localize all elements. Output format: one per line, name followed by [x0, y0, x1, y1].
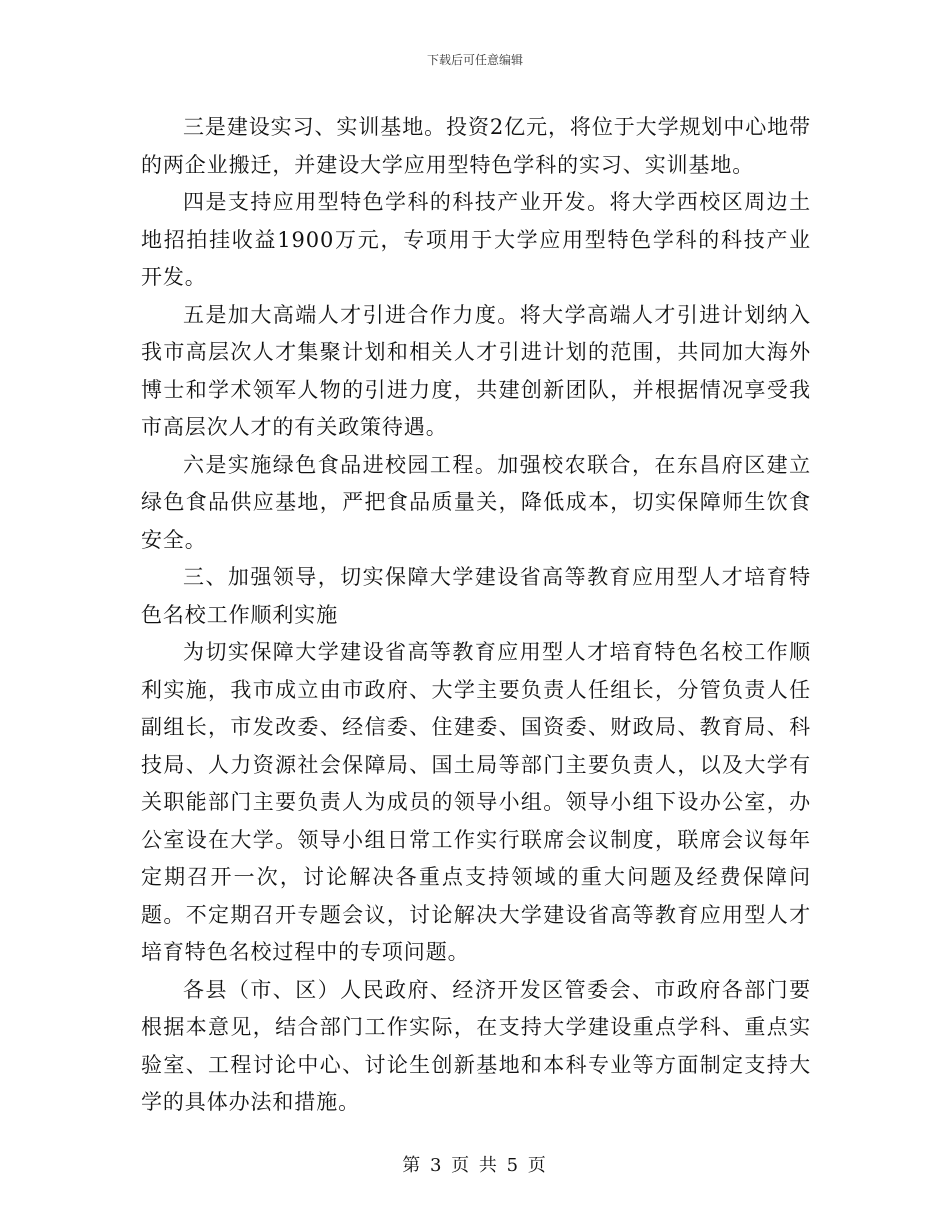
document-body: [141, 109, 811, 1122]
paragraph-departments-measures: 各县（市、区）人民政府、经济开发区管委会、市政府各部门要根据本意见，结合部门工作实际，在支持大学建设重点学科、重点实验室、工程讨论中心、讨论生创新基地和本科专业等方面制定支持大学的具体办法和措施。: [141, 977, 811, 1114]
page-header: 下载后可任意编辑: [426, 53, 523, 67]
paragraph-tech-industry: 四是支持应用型特色学科的科技产业开发。将大学西校区周边土地招拍挂收益1900万元，专项用于大学应用型特色学科的科技产业开发。: [141, 190, 811, 289]
paragraph-leadership-group: 为切实保障大学建设省高等教育应用型人才培育特色名校工作顺利实施，我市成立由市政府、大学主要负责人任组长，分管负责人任副组长，市发改委、经信委、住建委、国资委、财政局、教育局、科技局、人力资源社会保障局、国土局等部门主要负责人，以及大学有关职能部门主要负责人为成员的领导小组。领导小组下设办公室，办公室设在大学。领导小组日常工作实行联席会议制度，联席会议每年定期召开一次，讨论解决各重点支持领域的重大问题及经费保障问题。不定期召开专题会议，讨论解决大学建设省高等教育应用型人才培育特色名校过程中的专项问题。: [141, 640, 811, 964]
page-footer: 第 3 页 共 5 页: [402, 1155, 548, 1176]
section-heading-leadership: 三、加强领导，切实保障大学建设省高等教育应用型人才培育特色名校工作顺利实施: [141, 565, 811, 627]
paragraph-talent-introduction: 五是加大高端人才引进合作力度。将大学高端人才引进计划纳入我市高层次人才集聚计划和相关人才引进计划的范围，共同加大海外博士和学术领军人物的引进力度，共建创新团队，并根据情况享受我市高层次人才的有关政策待遇。: [141, 302, 811, 439]
paragraph-internship-base: 三是建设实习、实训基地。投资2亿元，将位于大学规划中心地带的两企业搬迁，并建设大学应用型特色学科的实习、实训基地。: [141, 115, 811, 177]
paragraph-green-food: 六是实施绿色食品进校园工程。加强校农联合，在东昌府区建立绿色食品供应基地，严把食品质量关，降低成本，切实保障师生饮食安全。: [141, 452, 811, 552]
